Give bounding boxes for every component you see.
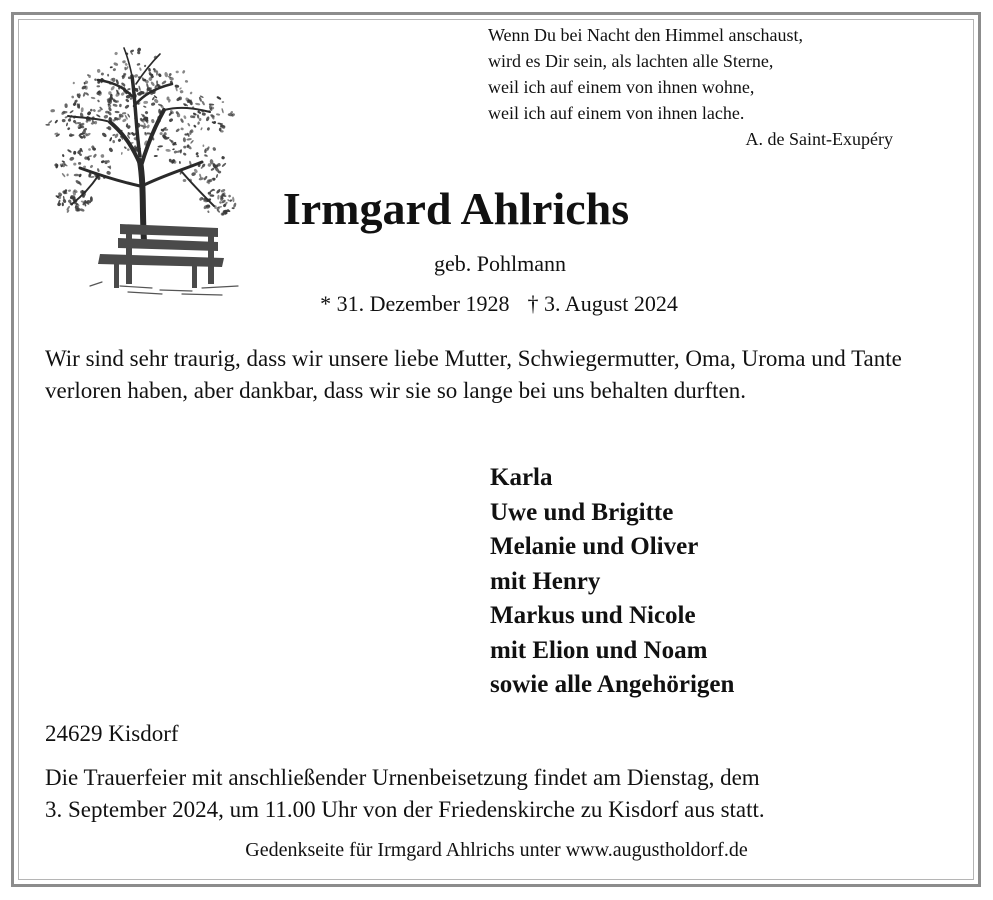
funeral-line: Die Trauerfeier mit anschließender Urnenbeisetzung findet am Dienstag, dem xyxy=(45,765,760,790)
poem-author: A. de Saint-Exupéry xyxy=(745,129,893,149)
mourner-item: Uwe und Brigitte xyxy=(490,498,674,526)
funeral-line: 3. September 2024, um 11.00 Uhr von der Friedenskirche zu Kisdorf aus statt. xyxy=(45,797,765,822)
maiden-name: geb. Pohlmann xyxy=(434,251,566,276)
mourner-item: mit Elion und Noam xyxy=(490,636,708,664)
poem-block xyxy=(488,22,893,152)
location-text: 24629 Kisdorf xyxy=(45,721,179,746)
mourner-item: sowie alle Angehörigen xyxy=(490,671,735,698)
tree-and-bench-icon xyxy=(32,36,244,298)
mourner-item: mit Henry xyxy=(490,567,601,595)
mourner-item: Melanie und Oliver xyxy=(490,533,699,560)
poem-line: weil ich auf einem von ihnen lache. xyxy=(488,103,745,123)
mourners-list xyxy=(490,461,920,703)
mourner-item: Karla xyxy=(490,464,553,491)
funeral-notice xyxy=(45,762,945,826)
deceased-name: Irmgard Ahlrichs xyxy=(282,183,630,234)
poem-line: wird es Dir sein, als lachten alle Sterne, xyxy=(488,51,774,71)
poem-line: Wenn Du bei Nacht den Himmel anschaust, xyxy=(488,25,803,45)
poem-line: weil ich auf einem von ihnen wohne, xyxy=(488,77,755,97)
life-dates xyxy=(264,289,734,319)
memorial-page-note: Gedenkseite für Irmgard Ahlrichs unter www.augustholdorf.de xyxy=(245,839,748,861)
death-date: † 3. August 2024 xyxy=(527,291,678,316)
condolence-message: Wir sind sehr traurig, dass wir unsere liebe Mutter, Schwiegermutter, Oma, Uroma und Tante verloren haben, aber dankbar, dass wir sie so lange bei uns behalten durften. xyxy=(45,346,902,403)
birth-date: * 31. Dezember 1928 xyxy=(320,291,510,316)
mourner-item: Markus und Nicole xyxy=(490,602,696,629)
